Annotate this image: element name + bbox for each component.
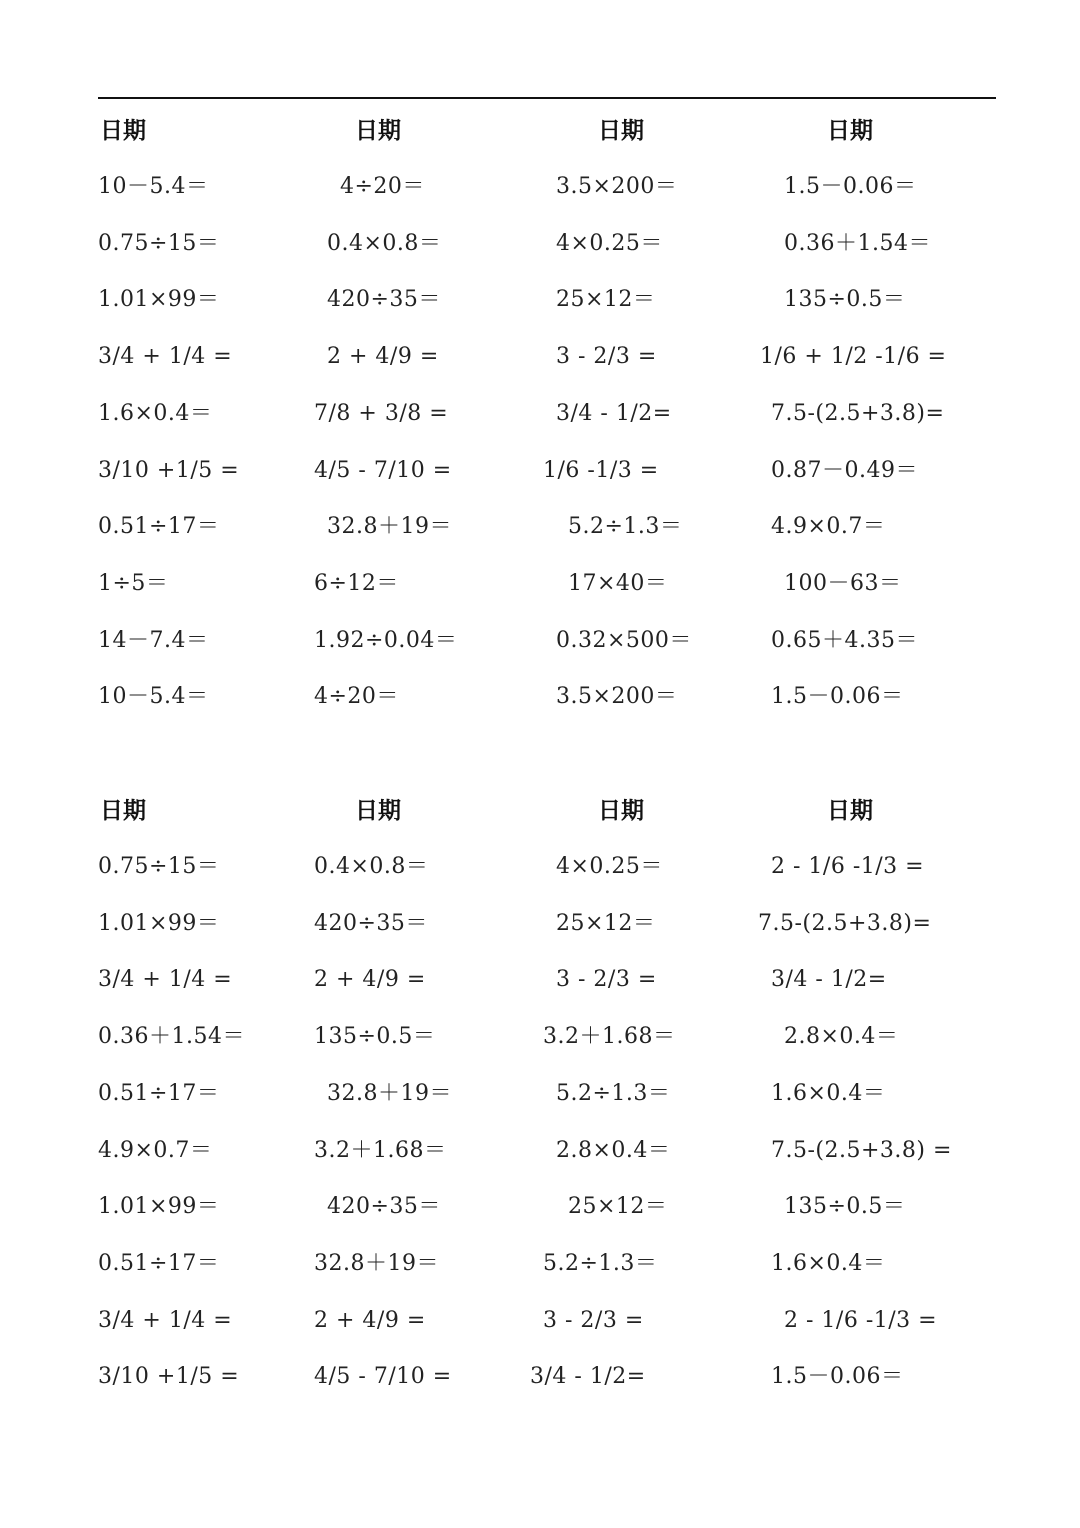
math-problem: 2 + 4/9 = — [327, 344, 439, 369]
math-problem: 32.8＋19＝ — [327, 1081, 452, 1106]
math-problem: 14－7.4＝ — [98, 628, 209, 653]
math-problem: 1.5－0.06＝ — [771, 684, 904, 709]
math-problem: 32.8＋19＝ — [327, 514, 452, 539]
math-problem: 4.9×0.7＝ — [771, 514, 886, 539]
math-problem: 2 - 1/6 -1/3 = — [784, 1308, 938, 1333]
math-problem: 4.9×0.7＝ — [98, 1138, 213, 1163]
math-problem: 135÷0.5＝ — [784, 1194, 906, 1219]
math-problem: 1/6 + 1/2 -1/6 = — [760, 344, 947, 369]
math-problem: 1.01×99＝ — [98, 1194, 220, 1219]
top-divider-line — [98, 97, 996, 99]
math-problem: 3/4 - 1/2= — [556, 401, 672, 426]
math-problem: 25×12＝ — [556, 911, 656, 936]
math-problem: 135÷0.5＝ — [784, 287, 906, 312]
math-problem: 4/5 - 7/10 = — [314, 458, 452, 483]
date-label: 日期 — [355, 118, 401, 144]
math-problem: 2.8×0.4＝ — [784, 1024, 899, 1049]
math-problem: 420÷35＝ — [327, 1194, 441, 1219]
date-label: 日期 — [355, 798, 401, 824]
math-problem: 3/4 + 1/4 = — [98, 967, 233, 992]
math-problem: 32.8＋19＝ — [314, 1251, 439, 1276]
math-problem: 4×0.25＝ — [556, 854, 663, 879]
math-problem: 7.5-(2.5+3.8)= — [771, 401, 945, 426]
math-problem: 25×12＝ — [568, 1194, 668, 1219]
math-problem: 3 - 2/3 = — [556, 344, 657, 369]
math-problem: 7.5-(2.5+3.8)= — [758, 911, 932, 936]
math-problem: 1.01×99＝ — [98, 287, 220, 312]
math-problem: 6÷12＝ — [314, 571, 399, 596]
date-label: 日期 — [827, 118, 873, 144]
math-problem: 0.51÷17＝ — [98, 1251, 220, 1276]
math-problem: 0.32×500＝ — [556, 628, 692, 653]
math-problem: 420÷35＝ — [327, 287, 441, 312]
math-problem: 3 - 2/3 = — [556, 967, 657, 992]
date-label: 日期 — [598, 118, 644, 144]
math-problem: 1.92÷0.04＝ — [314, 628, 458, 653]
math-problem: 2 - 1/6 -1/3 = — [771, 854, 925, 879]
math-problem: 0.36＋1.54＝ — [98, 1024, 245, 1049]
math-problem: 5.2÷1.3＝ — [556, 1081, 671, 1106]
math-problem: 0.65＋4.35＝ — [771, 628, 918, 653]
math-problem: 2.8×0.4＝ — [556, 1138, 671, 1163]
math-problem: 4÷20＝ — [340, 174, 425, 199]
math-problem: 3/4 + 1/4 = — [98, 344, 233, 369]
math-problem: 1.6×0.4＝ — [771, 1251, 886, 1276]
date-label: 日期 — [100, 118, 146, 144]
math-problem: 3.2＋1.68＝ — [314, 1138, 447, 1163]
math-problem: 0.87－0.49＝ — [771, 458, 918, 483]
math-problem: 4÷20＝ — [314, 684, 399, 709]
math-problem: 3 - 2/3 = — [543, 1308, 644, 1333]
date-label: 日期 — [827, 798, 873, 824]
math-problem: 1÷5＝ — [98, 571, 169, 596]
math-problem: 0.51÷17＝ — [98, 514, 220, 539]
math-problem: 1.6×0.4＝ — [98, 401, 213, 426]
math-problem: 7/8 + 3/8 = — [314, 401, 449, 426]
math-problem: 2 + 4/9 = — [314, 1308, 426, 1333]
math-problem: 0.75÷15＝ — [98, 231, 220, 256]
math-problem: 0.4×0.8＝ — [327, 231, 442, 256]
math-problem: 0.75÷15＝ — [98, 854, 220, 879]
math-problem: 5.2÷1.3＝ — [568, 514, 683, 539]
math-problem: 7.5-(2.5+3.8) = — [771, 1138, 952, 1163]
math-problem: 100－63＝ — [784, 571, 902, 596]
math-problem: 10－5.4＝ — [98, 684, 209, 709]
math-problem: 1.5－0.06＝ — [784, 174, 917, 199]
math-problem: 3.5×200＝ — [556, 684, 678, 709]
date-label: 日期 — [598, 798, 644, 824]
math-problem: 0.4×0.8＝ — [314, 854, 429, 879]
math-problem: 0.51÷17＝ — [98, 1081, 220, 1106]
math-problem: 3/10 +1/5 = — [98, 458, 240, 483]
math-problem: 3/4 - 1/2= — [530, 1364, 646, 1389]
math-problem: 420÷35＝ — [314, 911, 428, 936]
math-problem: 3/4 + 1/4 = — [98, 1308, 233, 1333]
math-problem: 3.5×200＝ — [556, 174, 678, 199]
math-problem: 10－5.4＝ — [98, 174, 209, 199]
math-problem: 3/10 +1/5 = — [98, 1364, 240, 1389]
math-problem: 135÷0.5＝ — [314, 1024, 436, 1049]
math-problem: 1.01×99＝ — [98, 911, 220, 936]
math-problem: 4/5 - 7/10 = — [314, 1364, 452, 1389]
math-problem: 3.2＋1.68＝ — [543, 1024, 676, 1049]
math-problem: 4×0.25＝ — [556, 231, 663, 256]
math-problem: 25×12＝ — [556, 287, 656, 312]
math-problem: 17×40＝ — [568, 571, 668, 596]
math-problem: 2 + 4/9 = — [314, 967, 426, 992]
math-problem: 5.2÷1.3＝ — [543, 1251, 658, 1276]
math-problem: 1/6 -1/3 = — [543, 458, 659, 483]
date-label: 日期 — [100, 798, 146, 824]
math-problem: 1.6×0.4＝ — [771, 1081, 886, 1106]
math-problem: 1.5－0.06＝ — [771, 1364, 904, 1389]
math-problem: 0.36＋1.54＝ — [784, 231, 931, 256]
math-problem: 3/4 - 1/2= — [771, 967, 887, 992]
